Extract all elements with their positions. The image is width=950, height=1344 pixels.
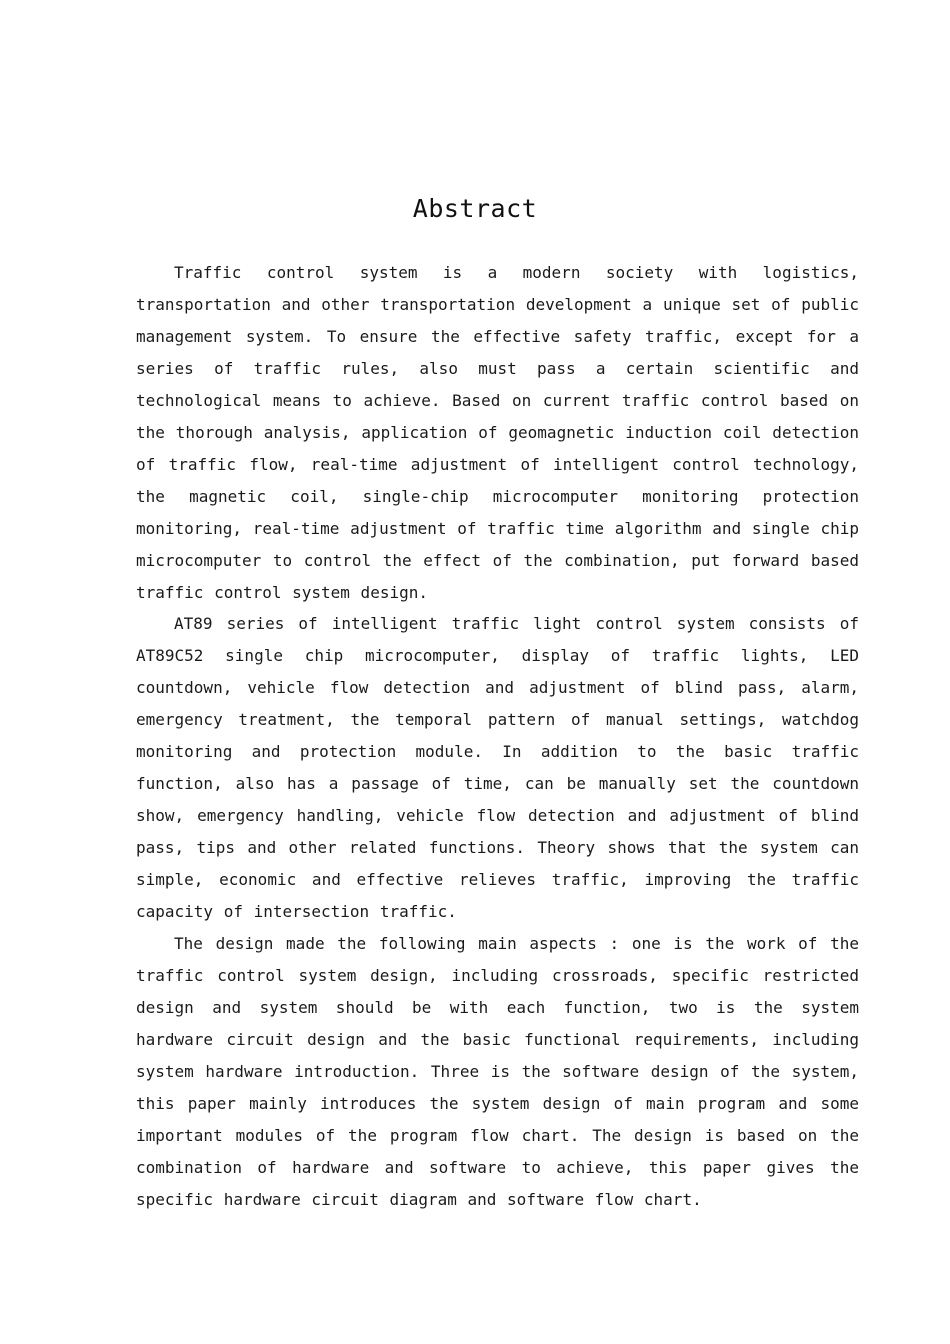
abstract-paragraph-2: AT89 series of intelligent traffic light control system consists of AT89C52 single chip microcomputer, display of traffic lights, LED countdown, vehicle flow detection and adjustment of blind pass, alarm, emergency treatment, the temporal pattern of manual settings, watchdog monitoring and protection module. In addition to the basic traffic function, also has a passage of time, can be manually set the countdown show, emergency handling, vehicle flow detection and adjustment of blind pass, tips and other related functions. Theory shows that the system can simple, economic and effective relieves traffic, improving the traffic capacity of intersection traffic. [136, 614, 859, 922]
abstract-paragraph-1: Traffic control system is a modern society with logistics, transportation and other transportation development a unique set of public management system. To ensure the effective safety traffic, except for a series of traffic rules, also must pass a certain scientific and technological means to achieve. Based on current traffic control based on the thorough analysis, application of geomagnetic induction coil detection of traffic flow, real-time adjustment of intelligent control technology, the magnetic coil, single-chip microcomputer monitoring protection monitoring, real-time adjustment of traffic time algorithm and single chip microcomputer to control the effect of the combination, put forward based traffic control system design. [136, 263, 859, 602]
abstract-body [136, 257, 859, 1216]
abstract-paragraph-3: The design made the following main aspects : one is the work of the traffic control system design, including crossroads, specific restricted design and system should be with each function, two is the system hardware circuit design and the basic functional requirements, including system hardware introduction. Three is the software design of the system, this paper mainly introduces the system design of main program and some important modules of the program flow chart. The design is based on the combination of hardware and software to achieve, this paper gives the specific hardware circuit diagram and software flow chart. [136, 934, 859, 1209]
abstract-title: Abstract [412, 194, 538, 223]
